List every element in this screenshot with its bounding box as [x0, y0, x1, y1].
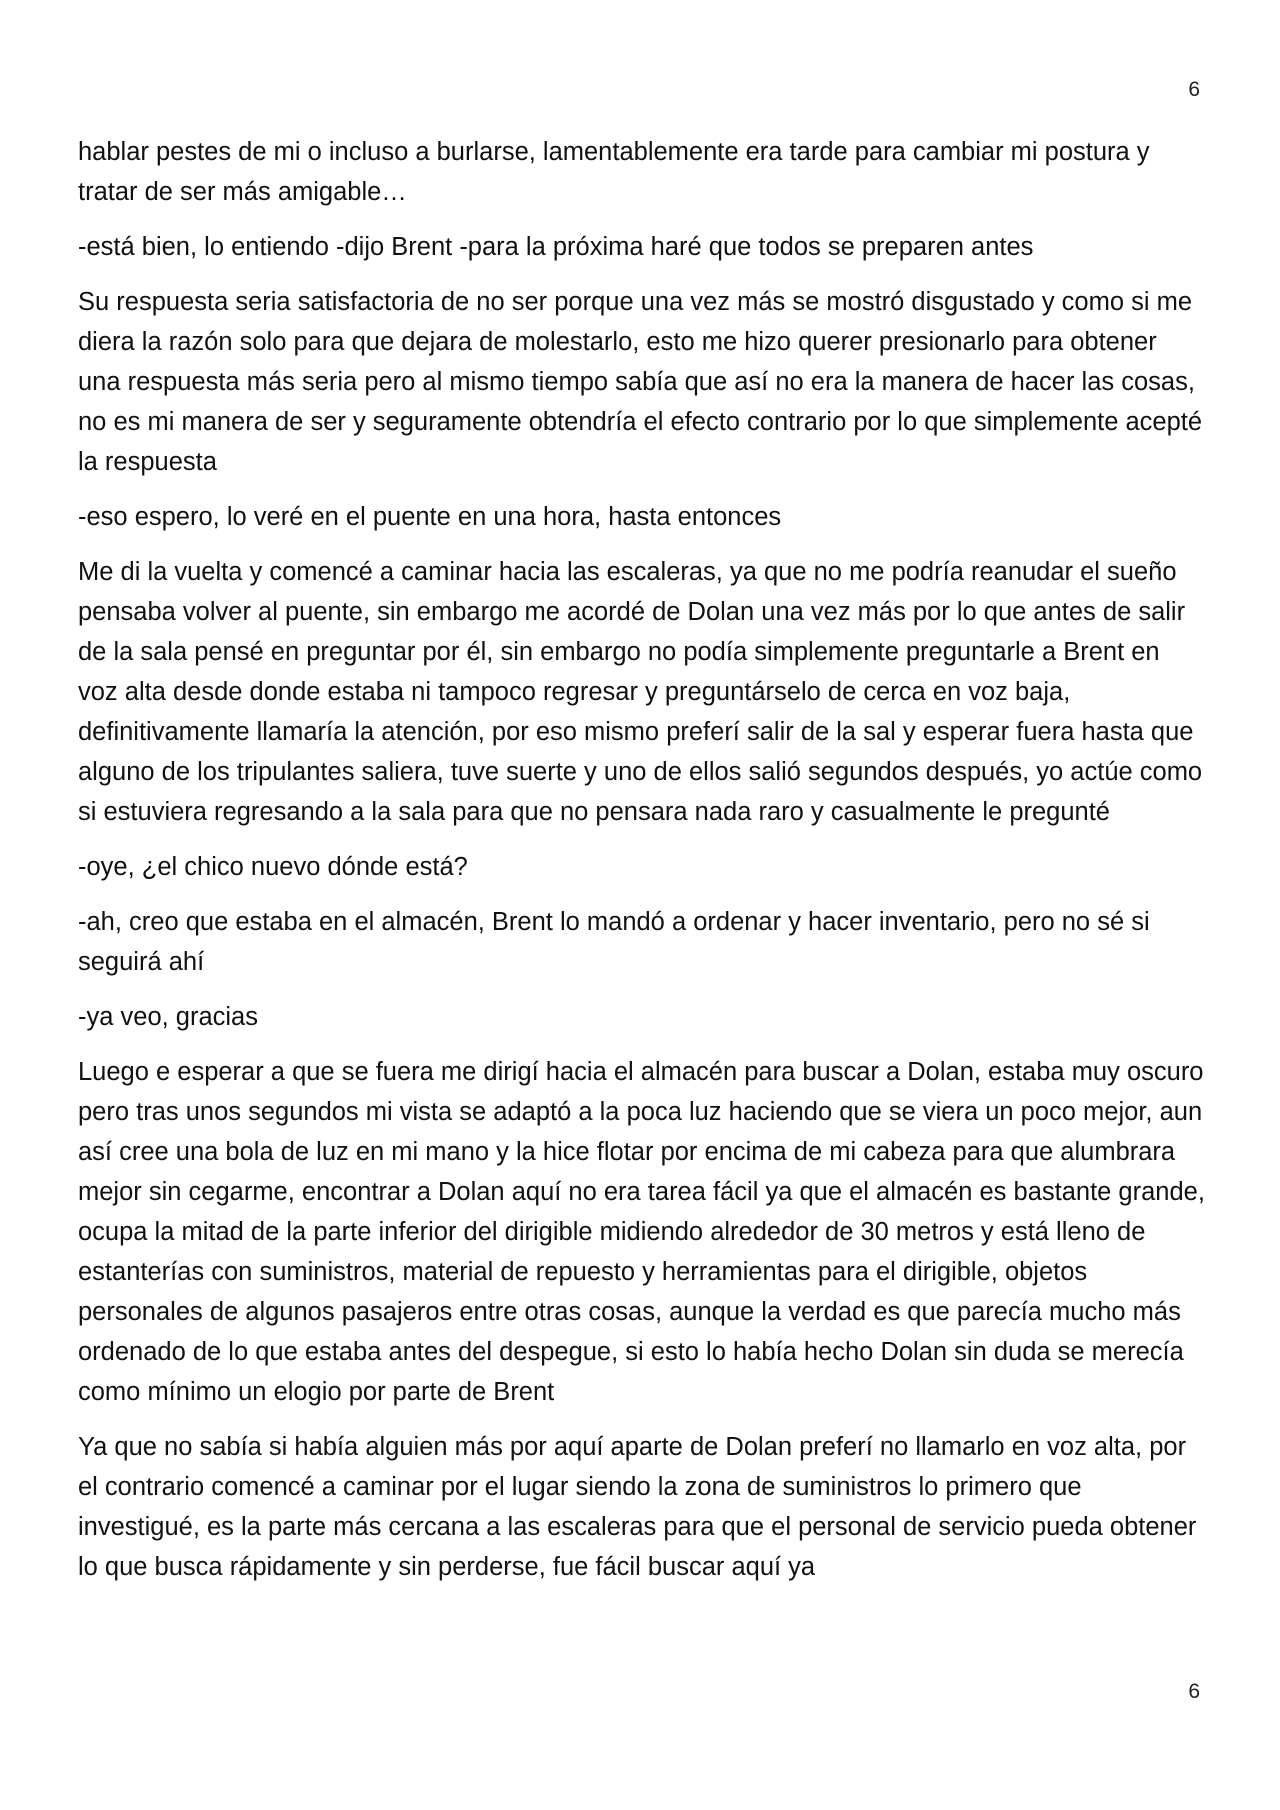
paragraph-7: -ah, creo que estaba en el almacén, Brent lo mandó a ordenar y hacer inventario, pero no sé si seguirá ahí: [78, 908, 1150, 976]
paragraph-6: -oye, ¿el chico nuevo dónde está?: [78, 853, 468, 881]
paragraph-9: Luego e esperar a que se fuera me dirigí hacia el almacén para buscar a Dolan, estaba muy oscuro pero tras unos segundos mi vista se adaptó a la poca luz haciendo que se viera un poco mejor, aun así cree una bola de luz en mi mano y la hice flotar por encima de mi cabeza para que alumbrara mejor sin cegarme, encontrar a Dolan aquí no era tarea fácil ya que el almacén es bastante grande, ocupa la mitad de la parte inferior del dirigible midiendo alrededor de 30 metros y está lleno de estanterías con suministros, material de repuesto y herramientas para el dirigible, objetos personales de algunos pasajeros entre otras cosas, aunque la verdad es que parecía mucho más ordenado de lo que estaba antes del despegue, si esto lo había hecho Dolan sin duda se merecía como mínimo un elogio por parte de Brent: [78, 1058, 1205, 1406]
paragraph-1: hablar pestes de mi o incluso a burlarse, lamentablemente era tarde para cambiar mi postura y tratar de ser más amigable…: [78, 138, 1150, 206]
page-number-top: 6: [1188, 78, 1200, 101]
page-number-bottom: 6: [1188, 1680, 1200, 1703]
paragraph-5: Me di la vuelta y comencé a caminar hacia las escaleras, ya que no me podría reanudar el sueño pensaba volver al puente, sin embargo me acordé de Dolan una vez más por lo que antes de salir de la sala pensé en preguntar por él, sin embargo no podía simplemente preguntarle a Brent en voz alta desde donde estaba ni tampoco regresar y preguntárselo de cerca en voz baja, definitivamente llamaría la atención, por eso mismo preferí salir de la sal y esperar fuera hasta que alguno de los tripulantes saliera, tuve suerte y uno de ellos salió segundos después, yo actúe como si estuviera regresando a la sala para que no pensara nada raro y casualmente le pregunté: [78, 558, 1203, 826]
paragraph-8: -ya veo, gracias: [78, 1003, 258, 1031]
paragraph-2: -está bien, lo entiendo -dijo Brent -para la próxima haré que todos se preparen antes: [78, 233, 1034, 261]
document-body: [78, 132, 1206, 1602]
paragraph-10: Ya que no sabía si había alguien más por aquí aparte de Dolan preferí no llamarlo en voz alta, por el contrario comencé a caminar por el lugar siendo la zona de suministros lo primero que investigué, es la parte más cercana a las escaleras para que el personal de servicio pueda obtener lo que busca rápidamente y sin perderse, fue fácil buscar aquí ya: [78, 1433, 1197, 1581]
paragraph-4: -eso espero, lo veré en el puente en una hora, hasta entonces: [78, 503, 782, 531]
paragraph-3: Su respuesta seria satisfactoria de no ser porque una vez más se mostró disgustado y como si me diera la razón solo para que dejara de molestarlo, esto me hizo querer presionarlo para obtener una respuesta más seria pero al mismo tiempo sabía que así no era la manera de hacer las cosas, no es mi manera de ser y seguramente obtendría el efecto contrario por lo que simplemente acepté la respuesta: [78, 288, 1203, 476]
